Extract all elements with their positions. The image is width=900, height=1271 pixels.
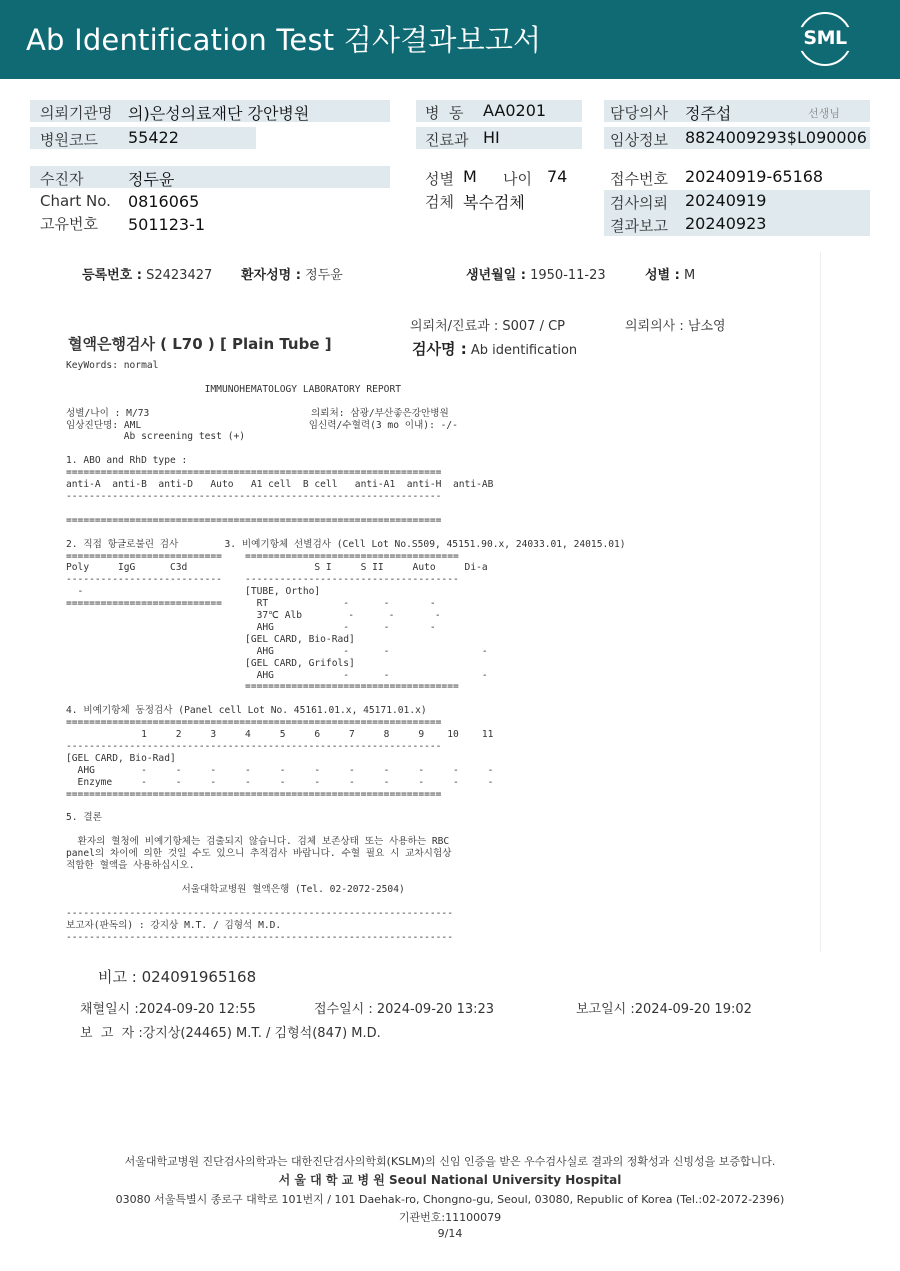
specimen-label: 검체 [425, 193, 454, 211]
report-body-text: KeyWords: normal IMMUNOHEMATOLOGY LABORATORY REPORT 성별/나이 : M/73 의뢰처: 삼광/부산좋은강안병원 임상진단명: AML 임신력/수혈력(3 mo 이내): -/- Ab screening test (+) 1. ABO and RhD type : ================================================================= anti-A anti-B anti-D Auto A1 cell B cell anti-A1 anti-H anti-AB ----------------------------------------------------------------- ================================================================= 2. 직접 항글로불린 검사 3. 비예기항체 선별검사 (Cell Lot No.S509, 45151.90.x, 24033.01, 24015.01) =========================== ===================================== Poly IgG C3d S I S II Auto Di-a --------------------------- ------------------------------------- - [TUBE, Ortho] =========================== RT - - - 37℃ Alb - - - AHG - - - [GEL CARD, Bio-Rad] AHG - - - [GEL CARD, Grifols] AHG - - - ===================================== 4. 비예기항체 동정검사 (Panel cell Lot No. 45161.01.x, 45171.01.x) ================================================================= 1 2 3 4 5 6 7 8 9 10 11 ----------------------------------------------------------------- [GEL CARD, Bio-Rad] AHG - - - - - - - - - - - Enzyme - - - - - - - - - - - ================================================================= 5. 결론 환자의 혈청에 비예기항체는 검출되지 않습니다. 검체 보존상태 또는 사용하는 RBC panel의 차이에 의한 것일 수도 있으니 추적검사 바랍니다. 수혈 필요 시 교차시험상 적합한 혈액을 사용하십시오. 서울대학교병원 혈액은행 (Tel. 02-2072-2504) ------------------------------------------------------------------- 보고자(판독의) : 강지상 M.T. / 김형석 M.D. ------------------------------------------------------------------- [66, 360, 626, 943]
collect-value: 2024-09-20 12:55 [138, 1002, 256, 1017]
report-time-value: 2024-09-20 19:02 [634, 1002, 752, 1017]
birth-date [466, 264, 606, 283]
receipt-value: 20240919-65168 [685, 167, 824, 186]
age-value: 74 [547, 167, 568, 186]
sml-logo [798, 12, 852, 66]
reporter-label: 보 고 자 : [80, 1026, 143, 1041]
test-value: Ab identification [470, 343, 578, 358]
test-name [412, 338, 577, 359]
name-value: 정두윤 [305, 268, 343, 283]
reg-value: S2423427 [146, 268, 213, 283]
patient-value: 정두윤 [128, 170, 175, 189]
report-sex-label: 성별 : [645, 268, 680, 283]
address-text: 03080 서울특별시 종로구 대학로 101번지 / 101 Daehak-ro, Chongno-gu, Seoul, 03080, Republic of Korea (Tel.:02-2072-2396) [115, 1193, 785, 1206]
patient-label: 수진자 [40, 170, 84, 188]
doctor-suffix: 선생님 [808, 107, 840, 120]
report-title: Ab Identification Test 검사결과보고서 [26, 23, 542, 57]
receive-value: 2024-09-20 13:23 [376, 1002, 495, 1017]
reg-number [82, 264, 212, 283]
note-label: 비고 : [98, 968, 137, 986]
reporter-value: 강지상(24465) M.T. / 김형석(847) M.D. [142, 1026, 381, 1041]
reporter [80, 1022, 381, 1041]
report-sex [645, 264, 695, 283]
doctor-value: 정주섭 [685, 104, 732, 123]
result-value: 20240923 [685, 214, 767, 233]
unique-label: 고유번호 [40, 215, 98, 233]
collect-label: 채혈일시 : [80, 1002, 139, 1017]
request-label: 검사의뢰 [610, 194, 668, 212]
section-title: 혈액은행검사 ( L70 ) [ Plain Tube ] [68, 335, 332, 353]
dept-label: 진료과 [425, 131, 469, 149]
logo-text: SML [803, 27, 847, 49]
name-label: 환자성명 : [241, 268, 301, 283]
patient-name [241, 264, 343, 283]
page-number: 9/14 [437, 1227, 463, 1240]
birth-label: 생년월일 : [466, 268, 526, 283]
clinical-value: 8824009293$L090006 [685, 128, 867, 147]
hospital-name: 서 울 대 학 교 병 원 Seoul National University Hospital [278, 1173, 622, 1187]
chart-label: Chart No. [40, 192, 111, 210]
referrer [410, 315, 565, 334]
note-value: 024091965168 [141, 968, 257, 986]
ref-doctor-value: 남소영 [687, 319, 726, 334]
referrer-value: S007 / CP [502, 319, 566, 334]
sex-value: M [463, 167, 477, 186]
institution-value: 의)은성의료재단 강안병원 [128, 104, 310, 123]
unique-value: 501123-1 [128, 215, 206, 234]
result-label: 결과보고 [610, 217, 668, 235]
reg-label: 등록번호 : [82, 268, 142, 283]
dept-value: HI [483, 128, 500, 147]
ward-value: AA0201 [483, 101, 547, 120]
ward-label: 병 동 [425, 104, 464, 122]
note [98, 966, 256, 987]
birth-value: 1950-11-23 [530, 268, 606, 283]
age-label: 나이 [503, 170, 532, 188]
institution-label: 의뢰기관명 [40, 104, 113, 122]
institution-number: 기관번호:11100079 [398, 1211, 502, 1224]
sex-label: 성별 [425, 170, 454, 188]
ref-doctor [625, 315, 726, 334]
band-patient [30, 166, 390, 188]
collect-time [80, 998, 256, 1017]
receive-label: 접수일시 : [314, 1002, 373, 1017]
hospital-code-value: 55422 [128, 128, 179, 147]
receipt-label: 접수번호 [610, 170, 668, 188]
chart-value: 0816065 [128, 192, 200, 211]
request-value: 20240919 [685, 191, 767, 210]
report-sex-value: M [683, 268, 696, 283]
specimen-value: 복수검체 [463, 193, 525, 212]
receive-time [314, 998, 494, 1017]
test-label: 검사명 : [412, 340, 467, 358]
report-time-label: 보고일시 : [576, 1002, 635, 1017]
certification-text: 서울대학교병원 진단검사의학과는 대한진단검사의학회(KSLM)의 신임 인증을 받은 우수검사실로 결과의 정확성과 신빙성을 보증합니다. [124, 1155, 776, 1168]
page-header [0, 0, 900, 79]
clinical-label: 임상정보 [610, 131, 668, 149]
referrer-label: 의뢰처/진료과 : [410, 319, 499, 334]
doctor-label: 담당의사 [610, 104, 668, 122]
ref-doctor-label: 의뢰의사 : [625, 319, 684, 334]
hospital-code-label: 병원코드 [40, 131, 98, 149]
report-time [576, 998, 752, 1017]
